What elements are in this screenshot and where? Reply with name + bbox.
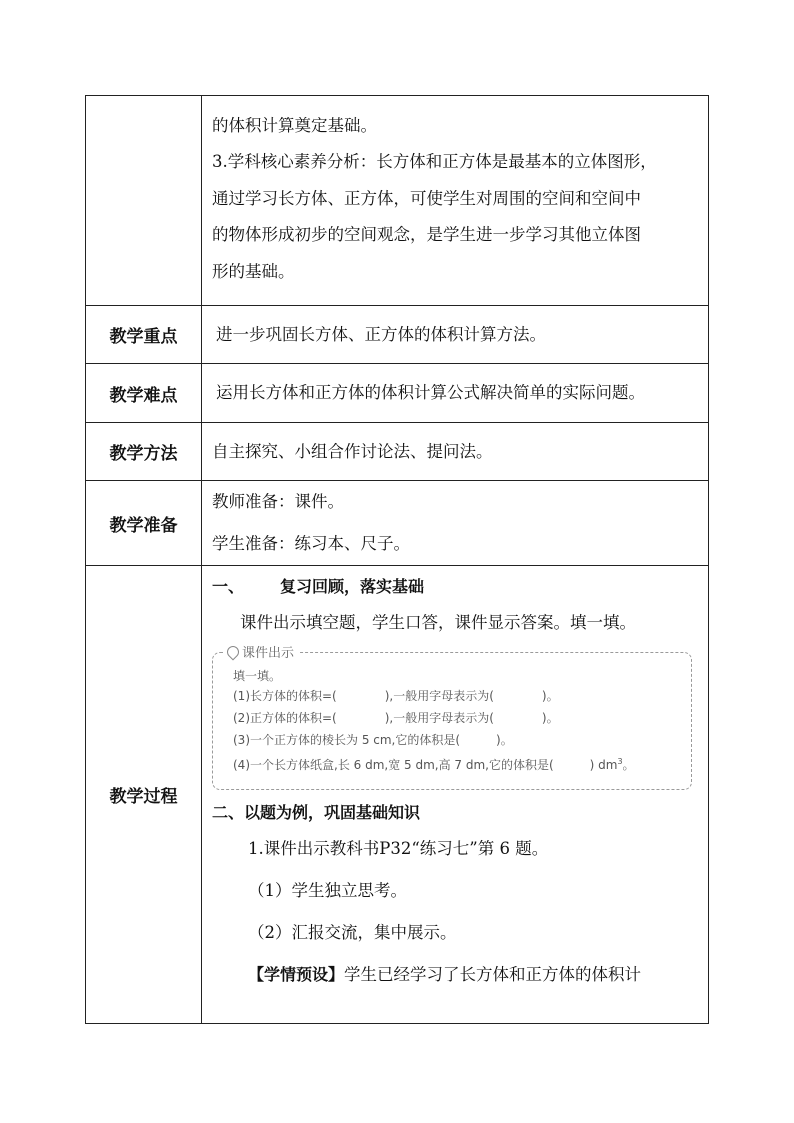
courseware-item: (2)正方体的体积=( ),一般用字母表示为( )。 xyxy=(233,711,559,725)
preparation-row xyxy=(86,481,709,566)
courseware-icon xyxy=(225,643,242,660)
student-preparation: 学生准备：练习本、尺子。 xyxy=(212,534,410,553)
preparation-label: 教学准备 xyxy=(86,481,202,566)
analysis-line: 3.学科核心素养分析：长方体和正方体是最基本的立体图形， xyxy=(212,152,657,172)
analysis-line: 通过学习长方体、正方体，可使学生对周围的空间和空间中 xyxy=(212,188,641,208)
lesson-plan-table xyxy=(85,95,709,1024)
courseware-tag: 课件出示 xyxy=(223,642,300,661)
analysis-line: 形的基础。 xyxy=(212,261,295,281)
methods-label: 教学方法 xyxy=(86,423,202,481)
preset-label: 【学情预设】 xyxy=(248,965,345,984)
methods-text: 自主探究、小组合作讨论法、提问法。 xyxy=(202,423,709,481)
analysis-label-cell xyxy=(86,96,202,306)
teacher-preparation: 教师准备：课件。 xyxy=(212,492,344,511)
item-1a: （1）学生独立思考。 xyxy=(248,881,407,900)
analysis-line: 的体积计算奠定基础。 xyxy=(212,115,377,135)
courseware-item: (3)一个正方体的棱长为 5 cm,它的体积是( )。 xyxy=(233,733,513,747)
section-1-heading: 一、 复习回顾，落实基础 xyxy=(212,577,425,596)
key-points-label: 教学重点 xyxy=(86,306,202,364)
courseware-box xyxy=(212,646,692,790)
key-points-row xyxy=(86,306,709,364)
courseware-body xyxy=(233,667,635,776)
courseware-item: (1)长方体的体积=( ),一般用字母表示为( )。 xyxy=(233,689,559,703)
preparation-content xyxy=(202,481,709,566)
methods-row xyxy=(86,423,709,481)
courseware-title: 填一填。 xyxy=(233,669,282,683)
analysis-line: 的物体形成初步的空间观念，是学生进一步学习其他立体图 xyxy=(212,225,641,245)
section-2-heading: 二、以题为例，巩固基础知识 xyxy=(212,803,421,822)
key-points-text: 进一步巩固长方体、正方体的体积计算方法。 xyxy=(202,306,709,364)
analysis-row xyxy=(86,96,709,306)
difficulties-label: 教学难点 xyxy=(86,364,202,423)
item-1b: （2）汇报交流，集中展示。 xyxy=(248,923,457,942)
preset-text: 学生已经学习了长方体和正方体的体积计 xyxy=(344,965,642,984)
courseware-item-4: (4)一个长方体纸盒,长 6 dm,宽 5 dm,高 7 dm,它的体积是( ) $dm^3$。 xyxy=(233,757,635,772)
process-row xyxy=(86,566,709,1024)
section-1-text: 课件出示填空题，学生口答，课件显示答案。填一填。 xyxy=(240,613,636,632)
process-label: 教学过程 xyxy=(86,566,202,1024)
difficulties-row xyxy=(86,364,709,423)
difficulties-text: 运用长方体和正方体的体积计算公式解决简单的实际问题。 xyxy=(202,364,709,423)
item-1: 1.课件出示教科书P32“练习七”第 6 题。 xyxy=(248,839,549,858)
preset-line xyxy=(212,954,704,996)
process-content xyxy=(202,566,709,1024)
analysis-content-cell xyxy=(202,96,709,306)
